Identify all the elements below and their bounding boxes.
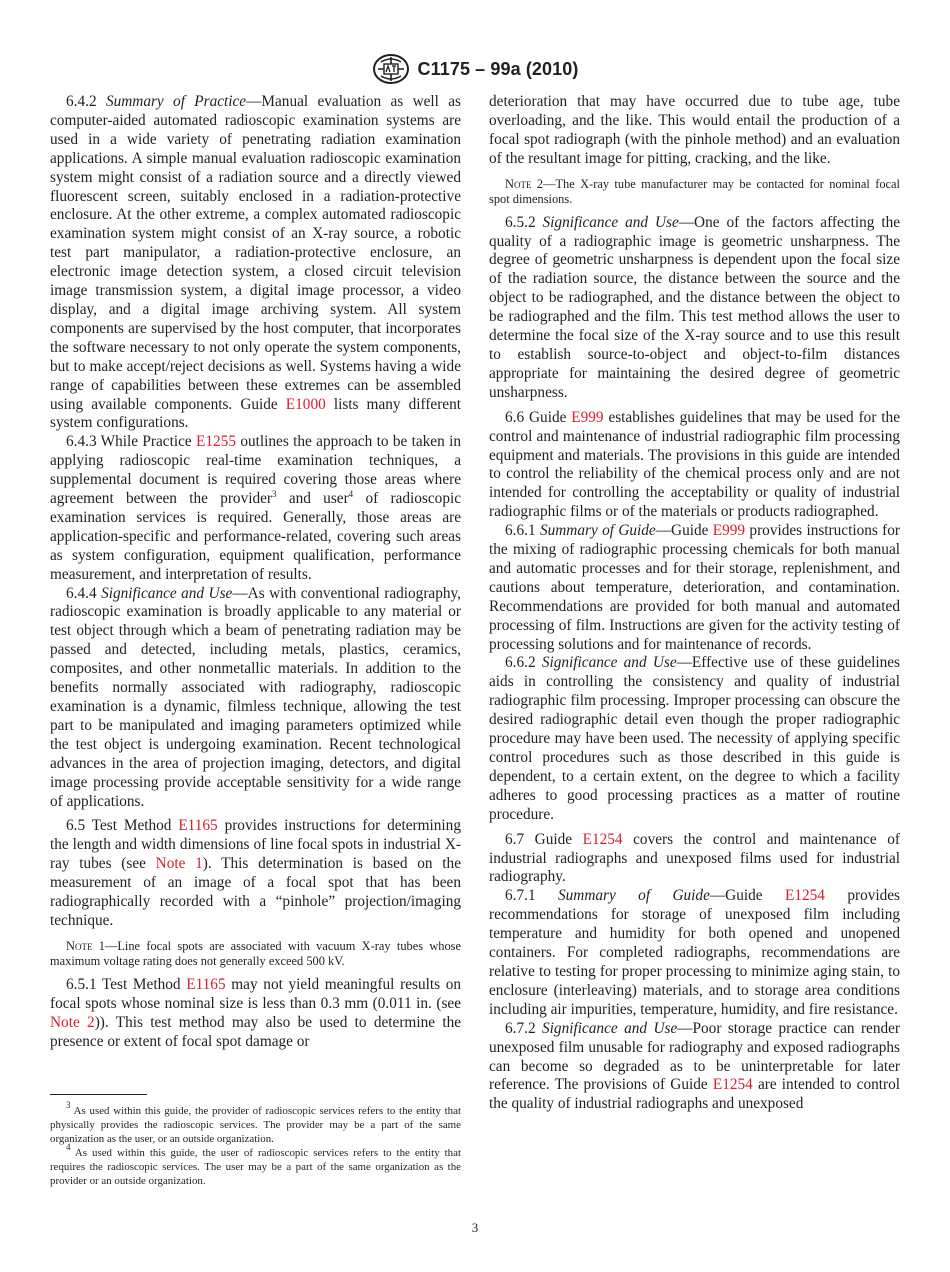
note-2: Note 2—The X-ray tube manufacturer may be contacted for nominal focal spot dimensions. [489,176,900,207]
document-designation: C1175 – 99a (2010) [417,58,579,79]
paragraph-6-6-1: 6.6.1 Summary of Guide—Guide E999 provides instructions for the mixing of radiographic processing chemicals for both manual and automatic processes and for their storage, replenishment, and cautions about temperature, deterioration, and contamination. Recommendations are provided for both manual and automated processing of film. Instructions are given for the activity testing of processing solutions and for maintenance of records. [489,522,901,653]
paragraph-6-4-2: 6.4.2 Summary of Practice—Manual evaluation as well as computer-aided automated radioscopic examination systems are used in a wide variety of penetrating radiation examination applications. A simple manual evaluation radioscopic examination system might consist of a radiation source and a directly viewed fluorescent screen, suitably enclosed in a radiation-protective enclosure. At the other extreme, a complex automated radioscopic examination system might consist of an X-ray source, a robotic test part manipulator, a radiation-protective enclosure, an electronic image detection system, a closed circuit television image transmission system, a digital image processor, a video display, and a digital image archiving system. All system components are supervised by the host computer, that incorporates the software necessary to not only operate the system components, but to make accept/reject decisions as well. Systems having a wide range of capabilities between these extremes can be assembled using available components. Guide E1000 lists many different system configurations. [50,93,461,432]
link-e1254-3[interactable]: E1254 [712,1076,753,1094]
paragraph-6-4-3: 6.4.3 While Practice E1255 outlines the approach to be taken in applying radioscopic real-time examination techniques, a supplemental document is required covering those areas where agreement between the provider$^3$ and user$^4$ of radioscopic examination services is required. Generally, those areas are application-specific and performance-related, covering such areas as system configuration, equipment qualification, performance measurement, and interpretation of results. [50,433,462,583]
link-e1165[interactable]: E1165 [178,817,218,835]
link-e1000[interactable]: E1000 [285,395,326,413]
link-e1254-2[interactable]: E1254 [784,887,825,905]
left-column [50,93,461,1052]
footnote-divider [50,1094,147,1095]
right-column [489,93,900,1114]
footnote-ref-3[interactable]: 3 [272,489,277,500]
paragraph-6-6-2: 6.6.2 Significance and Use—Effective use of these guidelines aids in controlling the consistency and quality of industrial radiographic film processing. Improper processing can obscure the desired radiographic detail even though the proper radiographic procedure may have been used. The necessity of applying specific control procedures such as those described in this guide is dependent, to a certain extent, on the degree to which a facility adheres to good processing practices as a matter of routine procedure. [489,654,901,823]
footnote-4: $^4$ As used within this guide, the user of radioscopic services refers to the entity that requires the radioscopic services. The user may be a part of the same organization as the provider or an outside organization. [50,1142,461,1188]
paragraph-6-7: 6.7 Guide E1254 covers the control and maintenance of industrial radiographs and unexposed films used for industrial radiography. [489,830,900,886]
paragraph-6-4-4: 6.4.4 Significance and Use—As with conventional radiography, radioscopic examination is broadly applicable to any material or test object through which a beam of penetrating radiation may be passed and detected, including metals, plastics, ceramics, composites, and other nonmetallic materials. In addition to the benefits normally associated with radiography, radioscopic examination is a dynamic, filmless technique, allowing the test part to be manipulated and imaging parameters optimized while the test object is undergoing examination. Recent technological advances in the area of projection imaging, detectors, and digital image processing provide acceptable sensitivity for a wide range of applications. [50,584,461,810]
link-e1254[interactable]: E1254 [582,830,623,848]
footnote-ref-4[interactable]: 4 [348,489,354,500]
paragraph-6-7-1: 6.7.1 Summary of Guide—Guide E1254 provides recommendations for storage of unexposed film including temperature and humidity for both opened and unopened containers. For completed radiographs, recommendations are relative to testing for proper processing to minimize aging stain, to enclosure (interleaving) materials, and to storage area conditions including air impurities, temperature, humidity, and fire resistance. [489,887,901,1018]
page-header [0,52,950,86]
link-e999-2[interactable]: E999 [712,522,746,540]
paragraph-6-5-1-continued: deterioration that may have occurred due to tube age, tube overloading, and the like. This would entail the production of a focal spot radiograph (with the pinhole method) and an evaluation of the resultant image for pitting, cracking, and the like. [489,93,900,167]
link-e1255[interactable]: E1255 [196,433,236,451]
link-e1165-2[interactable]: E1165 [186,975,226,993]
paragraph-6-6: 6.6 Guide E999 establishes guidelines that may be used for the control and maintenance of industrial radiographic film processing equipment and materials. The provisions in this guide are intended to control the reliability of the chemical process only and are not intended for controlling the acceptability or quality of industrial radiographic films or of the materials or products radiographed. [489,408,900,521]
astm-logo-icon [372,53,410,85]
page-number: 3 [471,1220,479,1235]
link-note-2[interactable]: Note 2 [50,1013,95,1031]
paragraph-6-5-2: 6.5.2 Significance and Use—One of the factors affecting the quality of a radiographic image is geometric unsharpness. The degree of geometric unsharpness is dependent upon the focal size of the radiation source, the distance between the source and the object to be radiographed, and the distance between the object to be radiographed and the film. This test method allows the user to determine the focal size of the X-ray source and to use this result to establish source-to-object and object-to-film distances appropriate for maintaining the desired degree of geometric unsharpness. [489,213,901,401]
paragraph-6-5-1: 6.5.1 Test Method E1165 may not yield meaningful results on focal spots whose nominal size is less than 0.3 mm (0.011 in. (see Note 2)). This test method may also be used to determine the presence or extent of focal spot damage or [50,975,462,1050]
footnote-3: $^3$ As used within this guide, the provider of radioscopic services refers to the entity that physically provides the radioscopic services. The provider may be a part of the same organization as the user, or an outside organization. [50,1100,461,1146]
paragraph-6-7-2: 6.7.2 Significance and Use—Poor storage practice can render unexposed film unusable for radiography and exposed radiographs can become so degraded as to be uninterpretable for later reference. The provisions of Guide E1254 are intended to control the quality of industrial radiographs and unexposed [489,1019,901,1113]
note-1: Note 1—Line focal spots are associated with vacuum X-ray tubes whose maximum voltage rating does not generally exceed 500 kV. [50,938,461,969]
paragraph-6-5: 6.5 Test Method E1165 provides instructions for determining the length and width dimensions of line focal spots in industrial X-ray tubes (see Note 1). This determination is based on the measurement of an image of a focal spot that has been radiographically recorded with a “pinhole” projection/imaging technique. [50,817,461,929]
footnotes [50,1100,461,1189]
link-note-1[interactable]: Note 1 [155,855,203,873]
link-e999[interactable]: E999 [571,408,604,426]
